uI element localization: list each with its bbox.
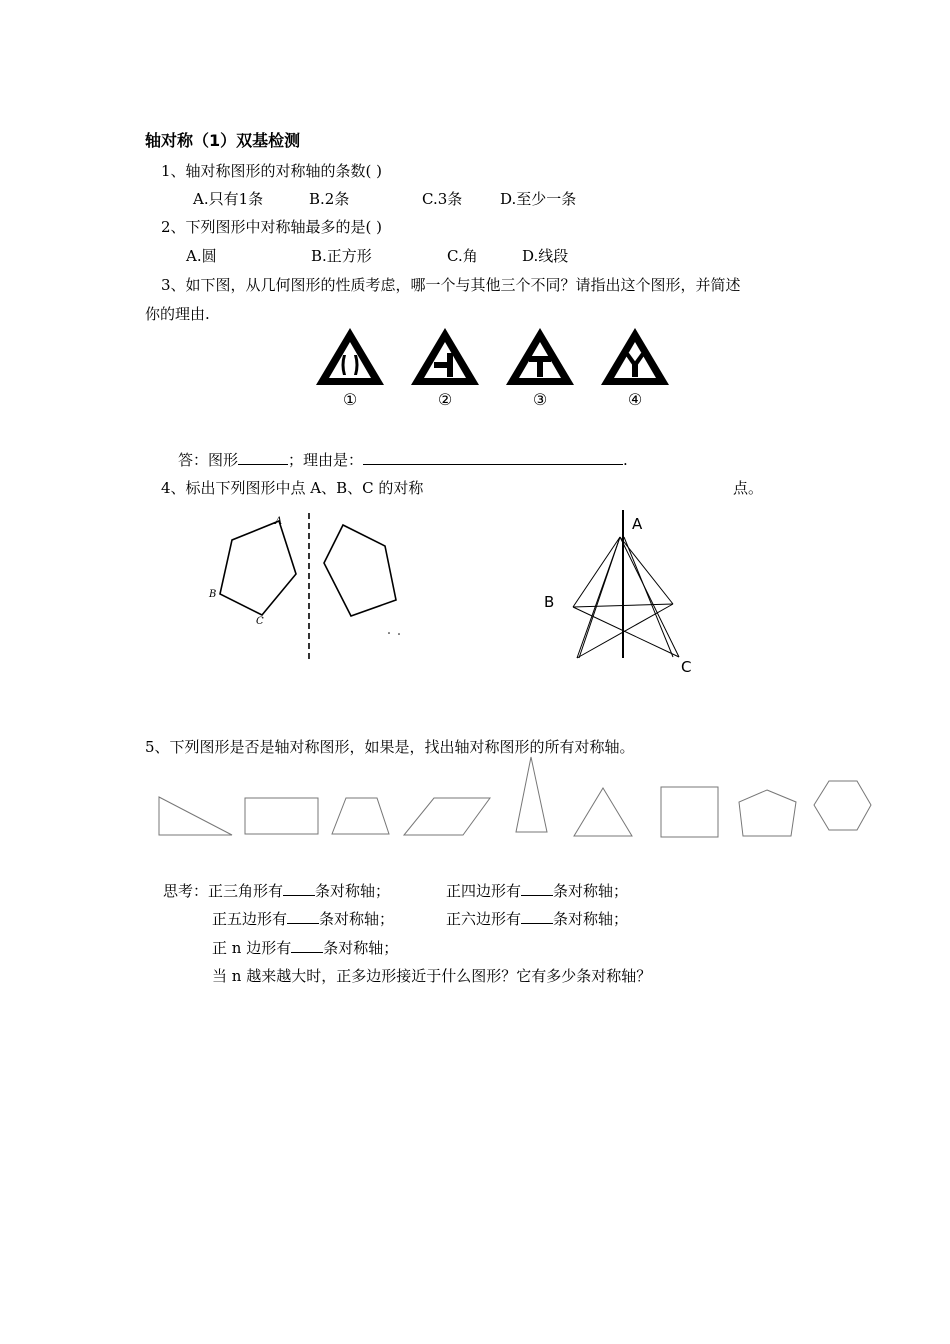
sign-2-side-junction (411, 328, 479, 385)
sign-4-label: ④ (627, 390, 643, 409)
think-line-1b (446, 880, 628, 901)
q1-option-a: A.只有1条 (193, 190, 264, 208)
think-triangle-label: 正三角形有 (208, 882, 284, 900)
sign-3-label: ③ (532, 390, 548, 409)
pentagon-shape (739, 790, 796, 836)
ngon-axes-blank[interactable] (291, 937, 323, 953)
left-pentagon (220, 521, 296, 615)
reason-answer-blank[interactable] (363, 449, 623, 465)
think-hexagon-suffix: 条对称轴； (553, 910, 629, 928)
pentagon-axes-blank[interactable] (287, 908, 319, 924)
point-b-label: B (209, 589, 217, 600)
road-signs-figure (300, 325, 680, 415)
think-square-suffix: 条对称轴； (553, 882, 629, 900)
question-4-stem-end: 点。 (733, 479, 764, 497)
point-a-label: A (632, 515, 643, 533)
isosceles-triangle-shape (516, 757, 547, 832)
sign-2-label: ② (437, 390, 453, 409)
page-title: 轴对称（1）双基检测 (145, 131, 301, 150)
question-2-stem: 2、下列图形中对称轴最多的是( ) (161, 218, 383, 236)
square-axes-blank[interactable] (521, 880, 553, 896)
point-a-label: A (275, 516, 283, 527)
right-pentagon (324, 525, 396, 616)
point-c-label: C (256, 616, 264, 627)
think-line-2b (446, 908, 628, 929)
answer-end: . (623, 451, 628, 469)
figure-answer-blank[interactable] (238, 449, 288, 465)
hexagon-axes-blank[interactable] (521, 908, 553, 924)
lines-reflection-figure (540, 505, 710, 680)
q2-option-c: C.角 (447, 247, 478, 265)
think-line-4: 当 n 越来越大时，正多边形接近于什么图形？它有多少条对称轴？ (212, 967, 652, 985)
equilateral-triangle-shape (574, 788, 632, 836)
parallelogram-shape (404, 798, 490, 835)
think-triangle-suffix: 条对称轴； (315, 882, 391, 900)
answer-prefix: 答：图形 (178, 451, 239, 469)
pentagon-reflection-figure (200, 505, 420, 665)
think-line-2 (212, 908, 394, 929)
think-pentagon-label: 正五边形有 (212, 910, 288, 928)
question-3-stem-cont: 你的理由. (145, 305, 210, 323)
think-square-label: 正四边形有 (446, 882, 522, 900)
hexagon-shape (814, 781, 871, 830)
q1-option-c: C.3条 (422, 190, 463, 208)
think-line-1 (163, 880, 390, 901)
q1-option-d: D.至少一条 (500, 190, 577, 208)
sign-4-y-junction (601, 328, 669, 385)
think-prefix: 思考： (163, 882, 209, 900)
triangle-axes-blank[interactable] (283, 880, 315, 896)
q2-option-a: A.圆 (186, 247, 217, 265)
question-1-stem: 1、轴对称图形的对称轴的条数( ) (161, 162, 383, 180)
point-b-label: B (544, 593, 555, 611)
answer-mid: ；理由是： (288, 451, 364, 469)
q3-answer-line (178, 449, 628, 470)
trapezoid-shape (332, 798, 389, 834)
sign-1-label: ① (342, 390, 358, 409)
sign-3-t-junction (506, 328, 574, 385)
think-line-3 (212, 937, 398, 958)
q2-option-d: D.线段 (522, 247, 569, 265)
rectangle-shape (245, 798, 318, 834)
shapes-row (150, 755, 880, 845)
q2-option-b: B.正方形 (311, 247, 372, 265)
point-c-label: C (681, 658, 692, 676)
question-5-stem: 5、下列图形是否是轴对称图形，如果是，找出轴对称图形的所有对称轴。 (145, 738, 635, 756)
think-ngon-suffix: 条对称轴； (323, 939, 399, 957)
think-hexagon-label: 正六边形有 (446, 910, 522, 928)
q1-option-b: B.2条 (309, 190, 350, 208)
question-4-stem: 4、标出下列图形中点 A、B、C 的对称 (161, 479, 424, 497)
square-shape (661, 787, 718, 837)
question-3-stem: 3、如下图，从几何图形的性质考虑，哪一个与其他三个不同？请指出这个图形，并简述 (161, 276, 741, 294)
think-ngon-label: 正 n 边形有 (212, 939, 292, 957)
right-triangle-shape (159, 797, 232, 835)
think-pentagon-suffix: 条对称轴； (319, 910, 395, 928)
sign-1-narrow-road (316, 328, 384, 385)
